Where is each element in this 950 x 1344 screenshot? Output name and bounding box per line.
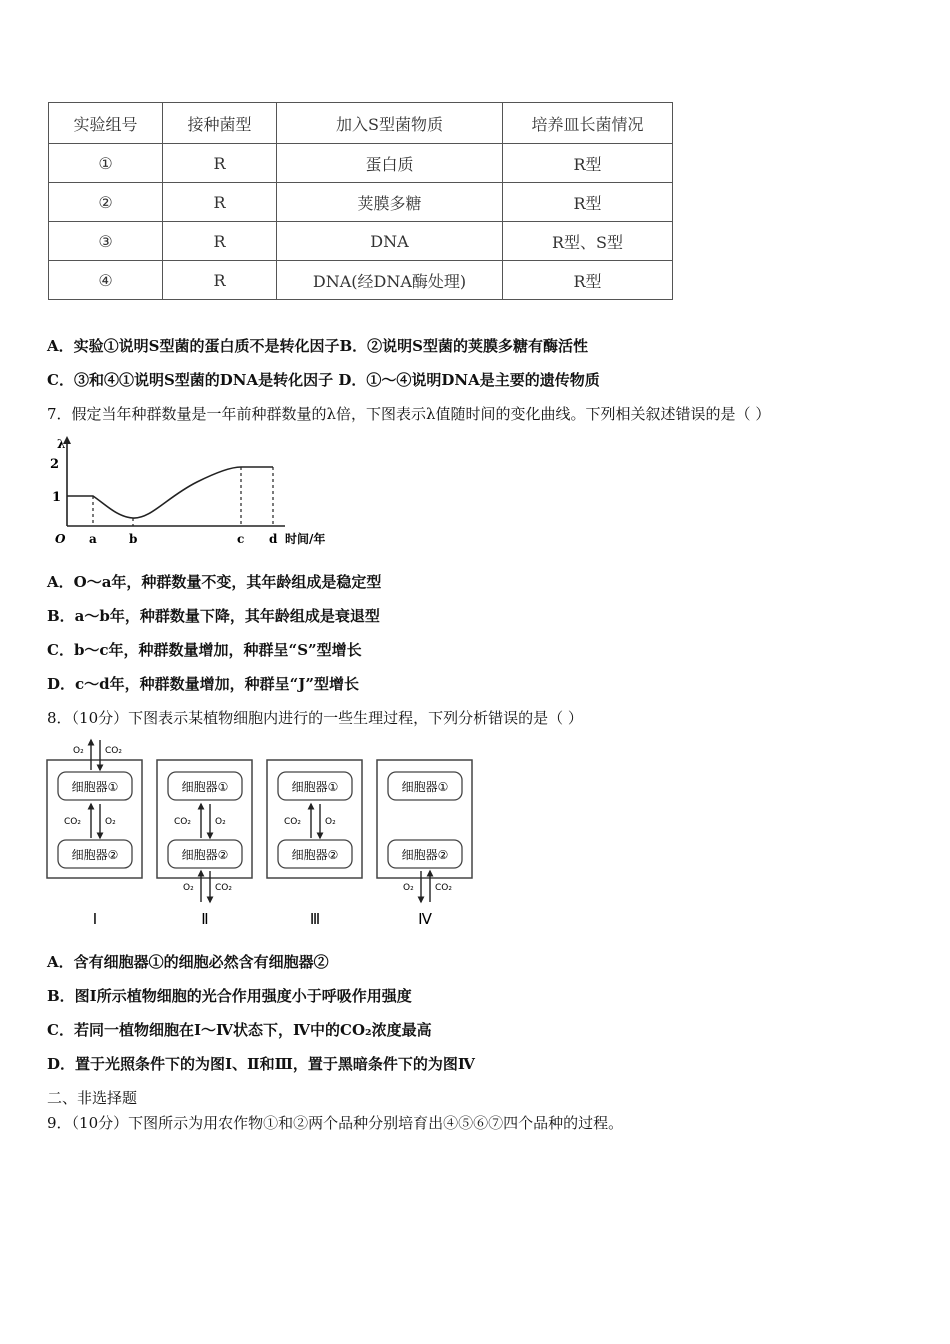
- table-cell: ①: [49, 144, 163, 183]
- table-row: [49, 261, 673, 300]
- table-cell: R: [163, 144, 277, 183]
- q7-option-c: C．b～c年，种群数量增加，种群呈“S”型增长: [47, 641, 362, 659]
- o2-label: O₂: [403, 883, 414, 893]
- co2-label: CO₂: [435, 883, 452, 893]
- q6-option-a-b: A．实验①说明S型菌的蛋白质不是转化因子B．②说明S型菌的荚膜多糖有酶活性: [47, 337, 588, 355]
- y-tick-label: 2: [50, 457, 60, 472]
- q7-option-a: A．O～a年，种群数量不变，其年龄组成是稳定型: [47, 573, 382, 591]
- x-tick-label: d: [269, 532, 278, 546]
- table-row: [49, 144, 673, 183]
- panel-1: [47, 740, 142, 928]
- y-tick-label: 1: [52, 490, 62, 505]
- q6-option-c-d: C．③和④①说明S型菌的DNA是转化因子 D．①～④说明DNA是主要的遗传物质: [47, 371, 600, 389]
- q7-stem: 7．假定当年种群数量是一年前种群数量的λ倍，下图表示λ值随时间的变化曲线。下列相关叙述错误的是（ ）: [47, 405, 771, 423]
- y-axis-label: λ: [57, 437, 66, 451]
- table-cell: ④: [49, 261, 163, 300]
- table-cell: DNA: [277, 222, 503, 261]
- table-cell: R型: [503, 261, 673, 300]
- organelle-2-label: 细胞器②: [291, 848, 339, 862]
- panel-label: Ⅱ: [201, 910, 209, 928]
- organelle-gas-exchange-figure: [44, 738, 484, 932]
- table-cell: 荚膜多糖: [277, 183, 503, 222]
- table-cell: R型、S型: [503, 222, 673, 261]
- o2-label: O₂: [325, 817, 336, 827]
- table-cell: R型: [503, 144, 673, 183]
- organelle-1-label: 细胞器①: [181, 780, 229, 794]
- organelle-1-label: 细胞器①: [401, 780, 449, 794]
- table-cell: R型: [503, 183, 673, 222]
- experiment-table: [48, 102, 673, 300]
- organelle-2-label: 细胞器②: [401, 848, 449, 862]
- q8-option-c: C．若同一植物细胞在Ⅰ～Ⅳ状态下，Ⅳ中的CO₂浓度最高: [47, 1021, 432, 1039]
- q8-option-b: B．图Ⅰ所示植物细胞的光合作用强度小于呼吸作用强度: [47, 987, 412, 1005]
- q8-option-a: A．含有细胞器①的细胞必然含有细胞器②: [47, 953, 329, 971]
- o2-label: O₂: [183, 883, 194, 893]
- x-tick-label: b: [129, 532, 138, 546]
- o2-label: O₂: [105, 817, 116, 827]
- q9-stem: 9．（10分）下图所示为用农作物①和②两个品种分别培育出④⑤⑥⑦四个品种的过程。: [47, 1114, 624, 1132]
- q8-option-d: D．置于光照条件下的为图Ⅰ、Ⅱ和Ⅲ，置于黑暗条件下的为图Ⅳ: [47, 1055, 475, 1073]
- table-row: [49, 222, 673, 261]
- lambda-curve-graph: [47, 432, 367, 550]
- table-header-cell: 培养皿长菌情况: [503, 103, 673, 144]
- o2-label: O₂: [215, 817, 226, 827]
- co2-label: CO₂: [215, 883, 232, 893]
- table-cell: R: [163, 183, 277, 222]
- section-heading: 二、非选择题: [47, 1089, 138, 1107]
- table-header-row: [49, 103, 673, 144]
- o2-label: O₂: [73, 746, 84, 756]
- table-row: [49, 183, 673, 222]
- table-cell: R: [163, 261, 277, 300]
- panel-label: Ⅲ: [309, 910, 321, 928]
- panel-2: [157, 760, 252, 928]
- table-header-cell: 接种菌型: [163, 103, 277, 144]
- q8-stem: 8．（10分）下图表示某植物细胞内进行的一些生理过程，下列分析错误的是（ ）: [47, 709, 583, 727]
- co2-label: CO₂: [105, 746, 122, 756]
- panel-4: [377, 760, 472, 928]
- table-cell: ③: [49, 222, 163, 261]
- co2-label: CO₂: [174, 817, 191, 827]
- table-header-cell: 加入S型菌物质: [277, 103, 503, 144]
- x-tick-label: a: [89, 532, 97, 546]
- panel-label: Ⅰ: [92, 910, 98, 928]
- table-cell: ②: [49, 183, 163, 222]
- origin-label: O: [55, 532, 66, 546]
- table-cell: DNA(经DNA酶处理): [277, 261, 503, 300]
- organelle-1-label: 细胞器①: [291, 780, 339, 794]
- table-cell: 蛋白质: [277, 144, 503, 183]
- q7-option-b: B．a～b年，种群数量下降，其年龄组成是衰退型: [47, 607, 380, 625]
- panel-label: Ⅳ: [418, 910, 432, 928]
- x-axis-label: 时间/年: [285, 532, 326, 546]
- organelle-2-label: 细胞器②: [181, 848, 229, 862]
- table-cell: R: [163, 222, 277, 261]
- co2-label: CO₂: [64, 817, 81, 827]
- lambda-curve: [67, 467, 273, 518]
- table-header-cell: 实验组号: [49, 103, 163, 144]
- panel-3: [267, 760, 362, 928]
- co2-label: CO₂: [284, 817, 301, 827]
- q7-option-d: D．c～d年，种群数量增加，种群呈“J”型增长: [47, 675, 359, 693]
- organelle-2-label: 细胞器②: [71, 848, 119, 862]
- x-tick-label: c: [237, 532, 245, 546]
- organelle-1-label: 细胞器①: [71, 780, 119, 794]
